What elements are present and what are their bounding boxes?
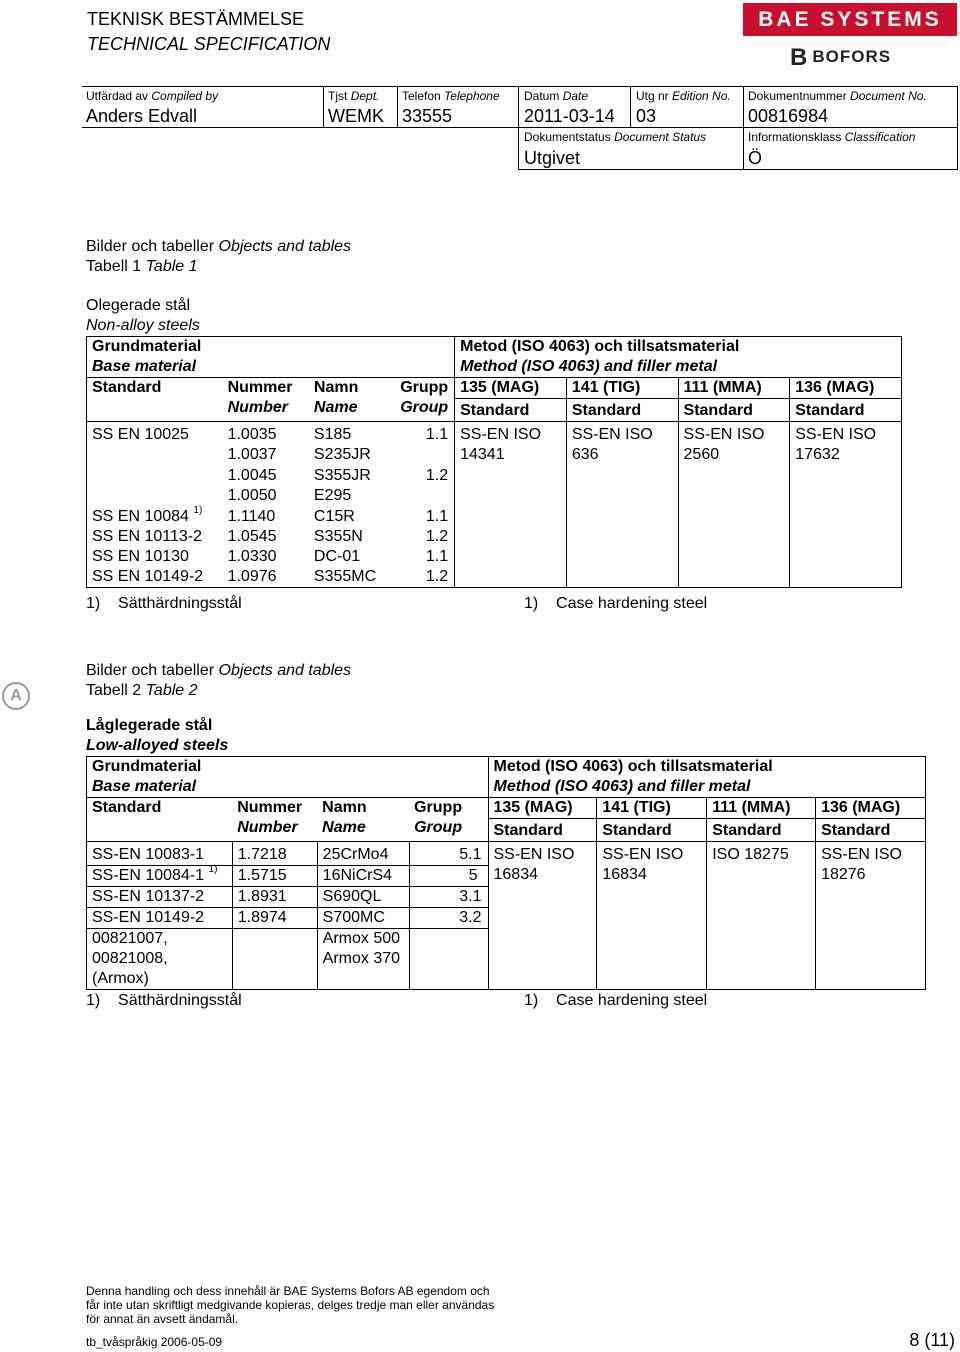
filler-standard-136: SS-EN ISO 17632: [790, 422, 902, 588]
method-standard-label: Standard: [597, 819, 707, 842]
header-divider: [957, 86, 958, 169]
table-cell: SS EN 10149-2: [87, 567, 223, 588]
filler-standard-135: SS-EN ISO 16834: [488, 842, 597, 990]
header-rule-bottom: [518, 169, 958, 170]
base-material-header: Grundmaterial Base material: [87, 757, 489, 798]
table2-footnote-sv: 1) Sätthärdningsstål: [86, 992, 242, 1009]
table-cell: [395, 486, 454, 506]
table-cell: [232, 929, 317, 990]
footnote-marker: 1): [208, 864, 218, 875]
table-cell: 1.1: [425, 426, 449, 443]
method-standard-label: Standard: [790, 399, 902, 422]
title-english: TECHNICAL SPECIFICATION: [87, 34, 331, 54]
table-cell: 1.8931: [232, 887, 317, 908]
table-cell: 1.0035: [227, 426, 277, 443]
table-cell: 3.1: [409, 887, 488, 908]
section2-group-title: Låglegerade stål Low-alloyed steels: [86, 717, 229, 754]
table-cell: 25CrMo4: [317, 842, 409, 866]
method-header: Metod (ISO 4063) och tillsatsmaterial Method (ISO 4063) and filler metal: [488, 757, 926, 798]
method-standard-label: Standard: [678, 399, 790, 422]
edition-value: 03: [636, 106, 657, 126]
table-cell: 16NiCrS4: [317, 866, 409, 887]
section1-group-title: Olegerade stål Non-alloy steels: [86, 297, 200, 334]
date-value: 2011-03-14: [524, 106, 615, 126]
table-cell: 1.0037: [227, 446, 277, 463]
table-cell: [87, 465, 223, 486]
table-cell: SS EN 10025: [87, 422, 223, 446]
header-rule-mid: [82, 127, 958, 128]
col-group: Grupp Group: [409, 798, 488, 842]
header-rule-top: [82, 86, 958, 87]
method-standard-label: Standard: [566, 399, 678, 422]
bofors-mark-icon: B: [790, 44, 809, 71]
table-cell: SS-EN 10149-2: [87, 908, 233, 929]
header-divider: [518, 86, 519, 169]
header-divider: [323, 86, 324, 127]
col-method-141: 141 (TIG): [566, 378, 678, 399]
footnote-marker: 1): [193, 505, 203, 516]
filler-standard-111: SS-EN ISO 2560: [678, 422, 790, 588]
table-cell: 5.1: [409, 842, 488, 866]
method-standard-label: Standard: [707, 819, 816, 842]
table-cell: 1.2: [425, 467, 449, 484]
col-method-136: 136 (MAG): [790, 378, 902, 399]
table-cell: S690QL: [317, 887, 409, 908]
dept-value: WEMK: [328, 106, 384, 126]
table-cell: 5: [409, 866, 488, 887]
compiled-by-value: Anders Edvall: [86, 106, 198, 126]
table-cell: S235JR: [313, 446, 371, 463]
filler-standard-141: SS-EN ISO 636: [566, 422, 678, 588]
classification-value: Ö: [748, 148, 763, 168]
table-cell: [87, 486, 223, 506]
phone-label: Telefon Telephone: [402, 89, 500, 103]
table-cell: 1.1: [425, 508, 449, 525]
confidentiality-notice: Denna handling och dess innehåll är BAE Systems Bofors AB egendom och får inte utan skriftligt medgivande kopieras, delges tredje man eller användas för annat än avsett ändamål.: [86, 1284, 495, 1326]
document-status-value: Utgivet: [524, 148, 581, 168]
table-cell: S355JR: [313, 467, 371, 484]
filler-standard-111: ISO 18275: [707, 842, 816, 990]
table-cell: SS EN 10113-2: [87, 527, 223, 547]
col-method-111: 111 (MMA): [707, 798, 816, 819]
col-method-135: 135 (MAG): [455, 378, 567, 399]
method-header: Metod (ISO 4063) och tillsatsmaterial Method (ISO 4063) and filler metal: [455, 337, 902, 378]
table-cell: SS EN 10084 $^{1)}$: [87, 506, 223, 527]
document-number-label: Dokumentnummer Document No.: [748, 89, 927, 103]
page-number: 8 (11): [909, 1330, 955, 1350]
document-status-label: Dokumentstatus Document Status: [524, 130, 707, 144]
table-cell: SS EN 10130: [87, 547, 223, 567]
col-method-141: 141 (TIG): [597, 798, 707, 819]
bofors-logo-text: BOFORS: [812, 47, 892, 66]
header-divider: [397, 86, 398, 127]
col-method-135: 135 (MAG): [488, 798, 597, 819]
table-cell: C15R: [313, 508, 355, 525]
table-cell: [409, 929, 488, 990]
section1-heading: Bilder och tabeller Objects and tables Tabell 1 Table 1: [86, 238, 352, 275]
table-cell: S355N: [313, 528, 363, 545]
table-cell: 1.5715: [232, 866, 317, 887]
table-1: [86, 336, 902, 588]
section2-heading: Bilder och tabeller Objects and tables Tabell 2 Table 2: [86, 662, 352, 699]
filler-standard-141: SS-EN ISO 16834: [597, 842, 707, 990]
col-method-136: 136 (MAG): [816, 798, 926, 819]
table-cell: E295: [313, 487, 352, 504]
table-cell: 1.0050: [227, 487, 277, 504]
table-cell: S355MC: [309, 567, 395, 588]
table-cell: Armox 500 Armox 370: [317, 929, 409, 990]
bofors-logo: [790, 44, 891, 72]
table-2: [86, 756, 926, 990]
table-cell: 1.1140: [227, 508, 276, 525]
table-cell: 00821007, 00821008, (Armox): [87, 929, 233, 990]
table-cell: 1.0045: [227, 467, 277, 484]
table-cell: 1.0330: [227, 548, 277, 565]
base-material-header: Grundmaterial Base material: [87, 337, 455, 378]
revision-marker-icon: A: [2, 682, 30, 710]
template-id: tb_tvåspråkig 2006-05-09: [86, 1335, 223, 1349]
method-standard-label: Standard: [816, 819, 926, 842]
table-cell: DC-01: [313, 548, 361, 565]
col-standard: Standard: [87, 798, 233, 842]
dept-label: Tjst Dept.: [328, 89, 380, 103]
table-cell: 3.2: [409, 908, 488, 929]
table-cell: S185: [313, 426, 352, 443]
table-cell: [395, 445, 454, 465]
edition-label: Utg nr Edition No.: [636, 89, 731, 103]
phone-value: 33555: [402, 106, 453, 126]
col-method-111: 111 (MMA): [678, 378, 790, 399]
col-group: Grupp Group: [395, 378, 454, 422]
table-cell: SS-EN 10083-1: [87, 842, 233, 866]
compiled-by-label: Utfärdad av Compiled by: [86, 89, 219, 103]
table-cell: SS-EN 10084-1 $^{1)}$: [87, 866, 233, 887]
col-number: Nummer Number: [232, 798, 317, 842]
method-standard-label: Standard: [488, 819, 597, 842]
bae-systems-logo: BAE SYSTEMS: [743, 3, 957, 36]
table2-footnote-en: 1) Case hardening steel: [524, 992, 708, 1009]
col-standard: Standard: [87, 378, 223, 422]
table1-footnote-en: 1) Case hardening steel: [524, 595, 708, 612]
table-cell: 1.8974: [232, 908, 317, 929]
table-cell: SS-EN 10137-2: [87, 887, 233, 908]
date-label: Datum Date: [524, 89, 589, 103]
col-name: Namn Name: [317, 798, 409, 842]
filler-standard-136: SS-EN ISO 18276: [816, 842, 926, 990]
table1-footnote-sv: 1) Sätthärdningsstål: [86, 595, 242, 612]
col-name: Namn Name: [309, 378, 395, 422]
title-swedish: TEKNISK BESTÄMMELSE: [87, 9, 305, 29]
table-cell: 1.0545: [227, 528, 277, 545]
classification-label: Informationsklass Classification: [748, 130, 916, 144]
table-cell: 1.1: [425, 548, 449, 565]
col-number: Nummer Number: [223, 378, 309, 422]
header-divider: [743, 86, 744, 169]
table-cell: 1.2: [395, 567, 454, 588]
document-number-value: 00816984: [748, 106, 829, 126]
header-divider: [630, 86, 631, 127]
document-title: [87, 7, 330, 57]
table-cell: 1.2: [425, 528, 449, 545]
table-cell: S700MC: [317, 908, 409, 929]
table-cell: [87, 445, 223, 465]
filler-standard-135: SS-EN ISO 14341: [455, 422, 567, 588]
table-cell: 1.0976: [223, 567, 309, 588]
method-standard-label: Standard: [455, 399, 567, 422]
table-cell: 1.7218: [232, 842, 317, 866]
